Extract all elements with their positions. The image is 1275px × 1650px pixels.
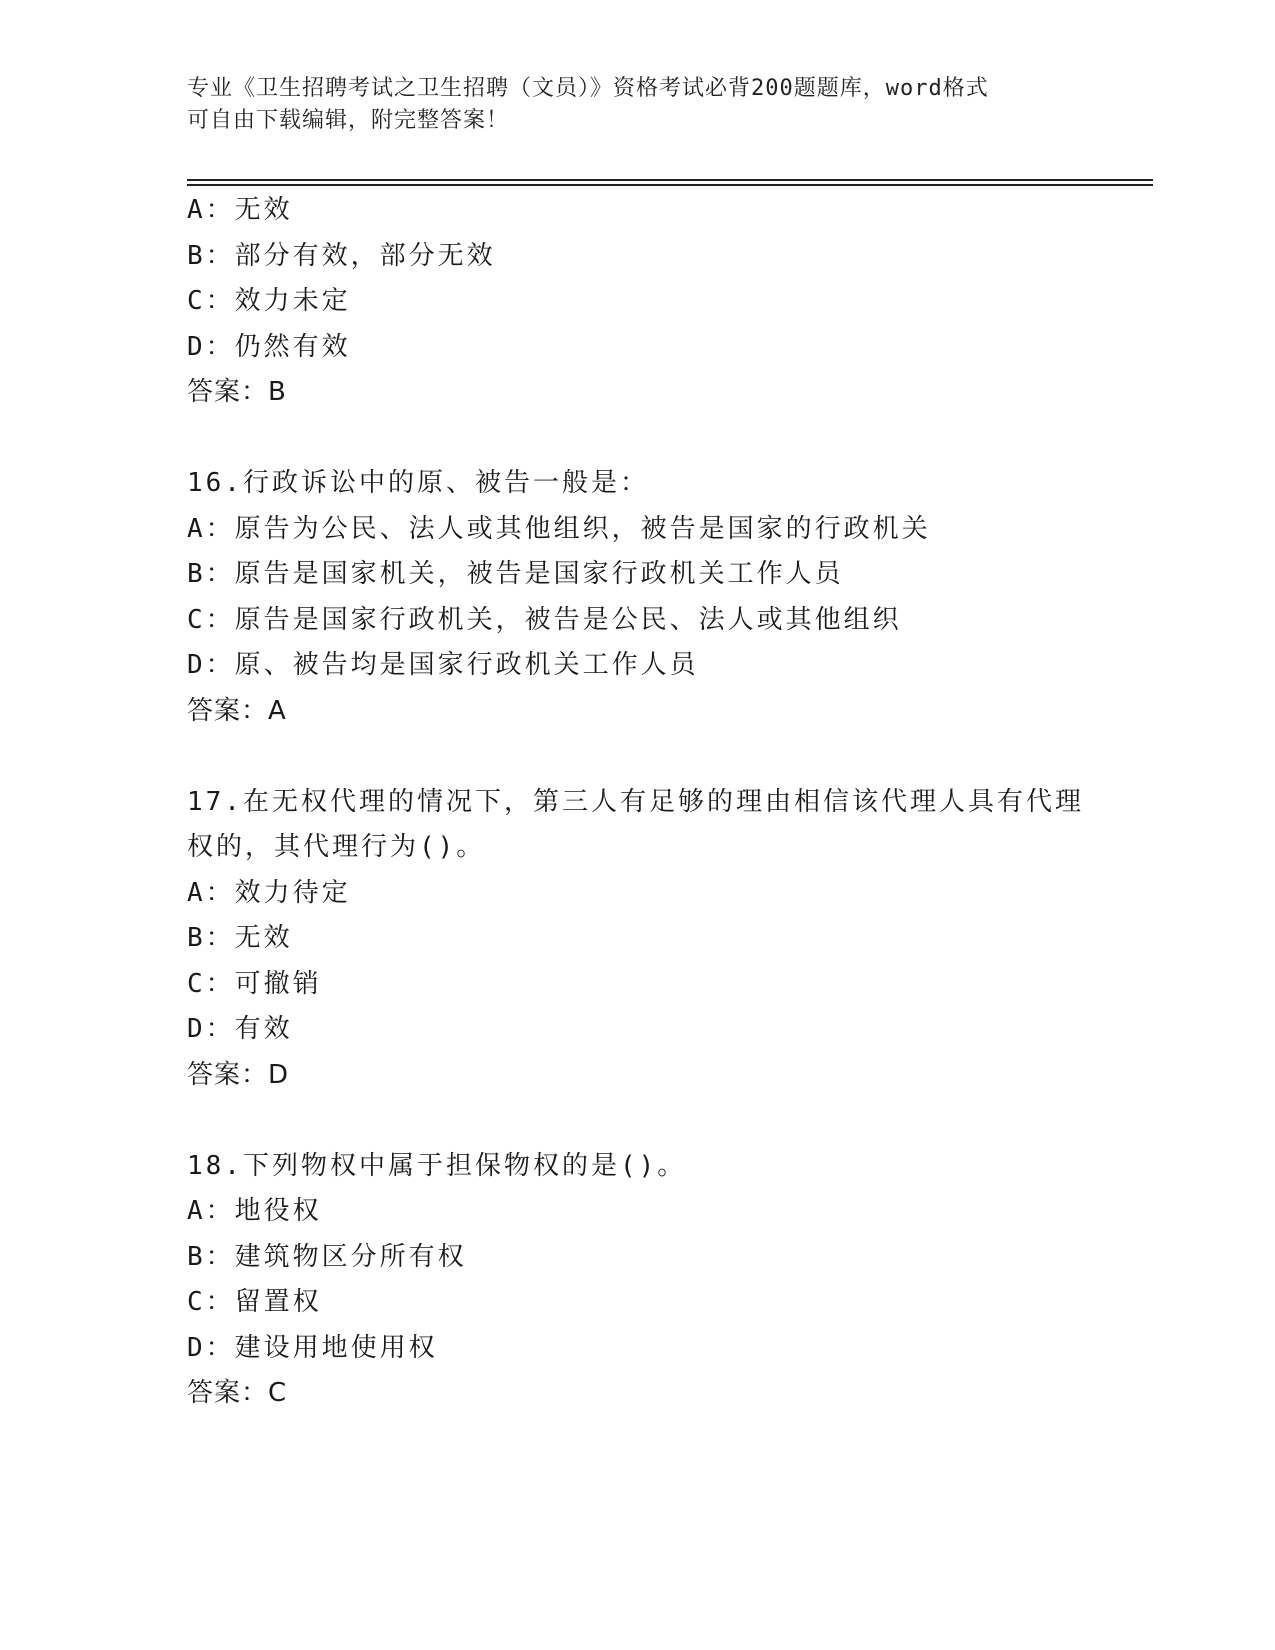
option-b: B：建筑物区分所有权	[187, 1241, 467, 1272]
spacer	[187, 416, 1187, 462]
option-c: C：效力未定	[187, 286, 351, 316]
question-16	[187, 461, 1187, 734]
option-b: B：原告是国家机关，被告是国家行政机关工作人员	[187, 559, 844, 589]
option-b: B：部分有效，部分无效	[187, 240, 496, 271]
header-rule-top	[187, 179, 1153, 181]
answer: 答案：D	[187, 1059, 290, 1090]
option-b: B：无效	[187, 923, 293, 953]
question-15	[187, 188, 1187, 416]
header-line-1: 专业《卫生招聘考试之卫生招聘（文员）》资格考试必背200题题库，word格式	[187, 76, 989, 101]
answer: 答案：B	[187, 377, 287, 407]
option-a: A：原告为公民、法人或其他组织，被告是国家的行政机关	[187, 513, 931, 544]
question-text: 16.行政诉讼中的原、被告一般是：	[187, 468, 649, 498]
option-a: A：无效	[187, 195, 293, 225]
question-18	[187, 1144, 1187, 1417]
option-d: D：仍然有效	[187, 331, 351, 362]
header-rule-bottom	[187, 184, 1153, 186]
option-d: D：建设用地使用权	[187, 1332, 438, 1363]
question-text: 17.在无权代理的情况下，第三人有足够的理由相信该代理人具有代理	[187, 786, 1084, 817]
document-header	[187, 73, 1087, 137]
question-17	[187, 780, 1187, 1099]
option-c: C：留置权	[187, 1287, 322, 1317]
answer: 答案：A	[187, 695, 287, 726]
header-line-2: 可自由下载编辑，附完整答案！	[187, 108, 510, 133]
question-list	[187, 188, 1187, 1417]
option-c: C：原告是国家行政机关，被告是公民、法人或其他组织	[187, 604, 902, 635]
spacer	[187, 1098, 1187, 1144]
question-text: 18.下列物权中属于担保物权的是()。	[187, 1150, 687, 1181]
spacer	[187, 734, 1187, 780]
option-d: D：有效	[187, 1014, 293, 1044]
option-c: C：可撤销	[187, 968, 322, 999]
option-a: A：地役权	[187, 1196, 322, 1226]
option-a: A：效力待定	[187, 877, 351, 908]
option-d: D：原、被告均是国家行政机关工作人员	[187, 650, 699, 680]
answer: 答案：C	[187, 1378, 288, 1408]
question-text-cont: 权的，其代理行为()。	[187, 832, 486, 862]
